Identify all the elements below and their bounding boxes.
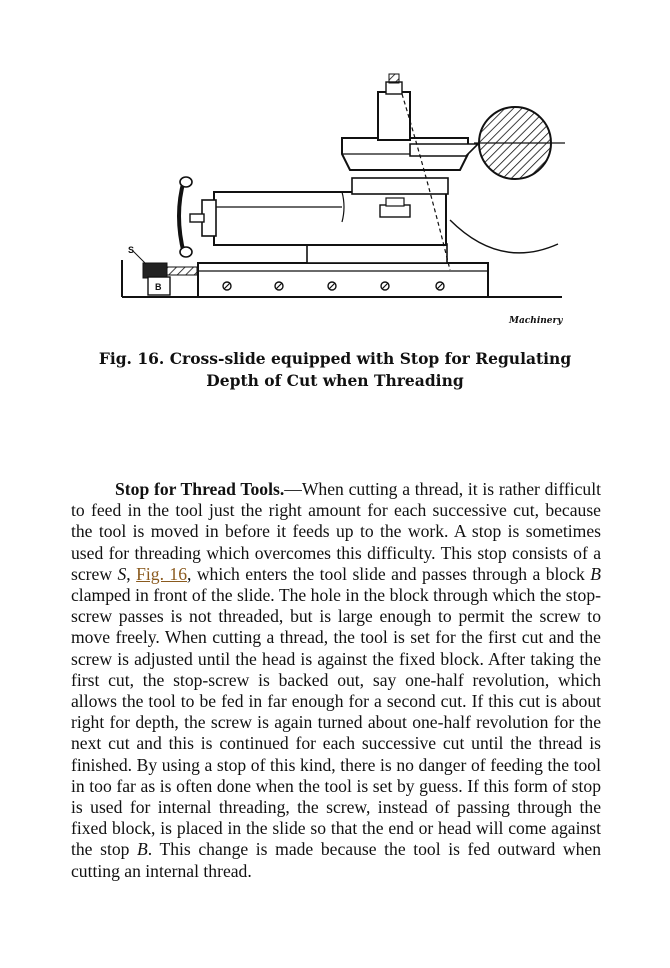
- cross-slide-base: [198, 263, 488, 297]
- caption-line-2: Depth of Cut when Threading: [206, 371, 464, 390]
- body-paragraph: [71, 479, 601, 882]
- cross-slide-figure: [110, 70, 565, 332]
- text-segment-1: When cutting a thread, it is rather difficult to feed in the tool just the right amount for each successive cut, because the tool is moved in before it feeds up to the work. A stop is sometimes used for threading which overcomes this difficulty. This stop consists of a screw: [71, 479, 601, 584]
- cross-slide-drawing: [110, 70, 565, 332]
- tool-slide: [214, 192, 446, 245]
- label-b: B: [155, 282, 162, 292]
- variable-s: S: [117, 563, 127, 584]
- figure-caption: [60, 348, 610, 392]
- crank-handle: [179, 180, 184, 254]
- variable-b-second: B: [137, 839, 148, 860]
- tool-post: [378, 92, 410, 140]
- text-segment-3: , which enters the tool slide and passes through a block: [187, 563, 591, 584]
- label-s: S: [128, 245, 135, 255]
- fig-16-link[interactable]: Fig. 16: [136, 563, 188, 584]
- em-dash: —: [284, 479, 302, 499]
- text-segment-2: ,: [126, 563, 137, 584]
- text-segment-4: clamped in front of the slide. The hole in the block through which the stop-screw passes is not threaded, but is large enough to permit the screw to move freely. When cutting a thread, the tool is set for the first cut and the screw is adjusted until the head is against the fixed block. After taking the first cut, the stop-screw is backed out, say one-half revolution, which allows the tool to be fed in far enough for a second cut. If this cut is about right for depth, the screw is again turned about one-half revolution for the next cut and this is continued for each successive cut until the thread is finished. By using a stop of this kind, there is no danger of feeding the tool in too far as is often done when the tool is set by guess. If this form of stop is used for internal threading, the screw, instead of passing through the fixed block, is placed in the slide so that the end or head will come against the stop: [71, 585, 601, 860]
- text-segment-5: . This change is made because the tool is fed outward when cutting an internal thread.: [71, 839, 601, 881]
- stop-screw-s: [143, 263, 167, 278]
- machinery-credit: Machinery: [509, 316, 563, 326]
- variable-b: B: [590, 563, 601, 584]
- paragraph-heading: Stop for Thread Tools.: [115, 479, 285, 499]
- caption-line-1: Fig. 16. Cross-slide equipped with Stop for Regulating: [98, 349, 572, 368]
